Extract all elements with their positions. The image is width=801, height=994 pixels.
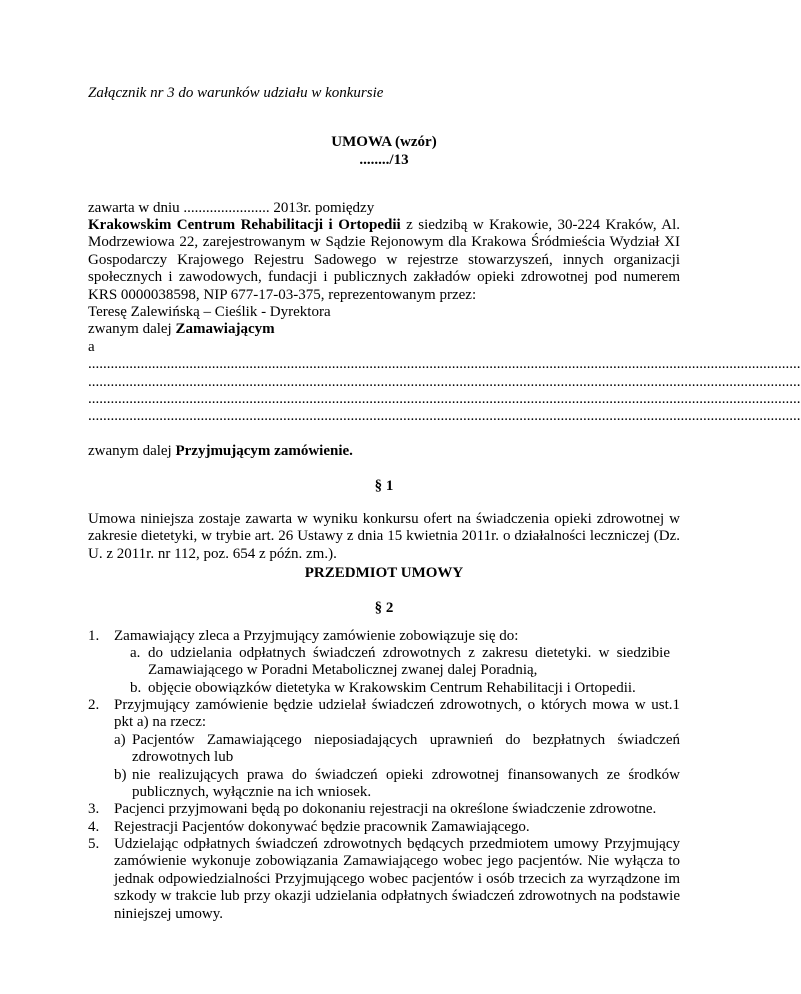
conjunction-a: a [88, 339, 95, 355]
subject-heading: PRZEDMIOT UMOWY [304, 565, 464, 581]
representative: Teresę Zalewińską – Cieślik - Dyrektora [88, 304, 331, 320]
blank-line-3: .............................................................................................................................................................................................. [88, 391, 801, 407]
list-item-1a: a. do udzielania odpłatnych świadczeń zdrowotnych z zakresu dietetyki. w siedzibie Zamawiającego w Poradni Metabolicznej zwanej dalej Poradnią, [130, 645, 670, 679]
blank-line-2: .............................................................................................................................................................................................. [88, 374, 801, 390]
contract-date-line: zawarta w dniu ....................... 2013r. pomiędzy [88, 200, 375, 216]
blank-line-1: .............................................................................................................................................................................................. [88, 356, 801, 372]
contract-title: UMOWA (wzór) [331, 134, 437, 150]
party1-name: Krakowskim Centrum Rehabilitacji i Ortopedii [88, 217, 401, 233]
list-item-2: 2. Przyjmujący zamówienie będzie udzielał świadczeń zdrowotnych, o których mowa w ust.1 pkt a) na rzecz: [88, 697, 680, 731]
blank-line-4: .............................................................................................................................................................................................. [88, 408, 801, 424]
list-item-1b: b. objęcie obowiązków dietetyka w Krakowskim Centrum Rehabilitacji i Ortopedii. [130, 680, 636, 696]
list-item-4: 4. Rejestracji Pacjentów dokonywać będzie pracownik Zamawiającego. [88, 819, 530, 835]
party1-description: z siedzibą w Krakowie, 30-224 Kraków, Al. Modrzewiowa 22, zarejestrowanym w Sądzie Rejonowym dla Krakowa Śródmieścia Wydział XI Gospodarczy Krajowego Rejestru Sadowego w rejestrze stowarzyszeń, innych organizacji społecznych i zawodowych, fundacji i publicznych zakładów opieki zdrowotnej pod numerem KRS 0000038598, NIP 677-17-03-375, reprezentowanym przez: [88, 217, 680, 303]
contractor-term: Przyjmującym zamówienie. [175, 443, 353, 459]
party1-paragraph [88, 217, 680, 304]
called-ordering-party: zwanym dalej Zamawiającym [88, 321, 275, 337]
section-1-text: Umowa niniejsza zostaje zawarta w wyniku konkursu ofert na świadczenia opieki zdrowotnej w zakresie dietetyki, w trybie art. 26 Ustawy z dnia 15 kwietnia 2011r. o działalności leczniczej (Dz. U. z 2011r. nr 112, poz. 654 z późn. zm.). [88, 511, 680, 562]
list-item-2a: a) Pacjentów Zamawiającego nieposiadających uprawnień do bezpłatnych świadczeń zdrowotnych lub [114, 732, 680, 766]
list-item-3: 3. Pacjenci przyjmowani będą po dokonaniu rejestracji na określone świadczenie zdrowotne. [88, 801, 657, 817]
called-contractor: zwanym dalej Przyjmującym zamówienie. [88, 443, 353, 459]
list-item-5: 5. Udzielając odpłatnych świadczeń zdrowotnych będących przedmiotem umowy Przyjmujący zamówienie wykonuje zobowiązania Zamawiającego wobec jego pacjentów. Nie wyłącza to jednak odpowiedzialności Przyjmującego wobec pacjentów i osób trzecich za wyrządzone im szkody w trakcie lub przy okazji udzielania odpłatnych świadczeń zdrowotnych na podstawie niniejszej umowy. [88, 836, 680, 922]
section-2-heading: § 2 [374, 600, 394, 616]
list-item-2b: b) nie realizujących prawa do świadczeń opieki zdrowotnej finansowanych ze środków publicznych, wyłącznie na ich wniosek. [114, 767, 680, 801]
annex-header: Załącznik nr 3 do warunków udziału w konkursie [88, 85, 384, 101]
contract-number: ......../13 [359, 152, 409, 168]
section-1-heading: § 1 [374, 478, 394, 494]
list-item-1: 1. Zamawiający zleca a Przyjmujący zamówienie zobowiązuje się do: [88, 628, 519, 644]
ordering-party-term: Zamawiającym [175, 321, 275, 337]
